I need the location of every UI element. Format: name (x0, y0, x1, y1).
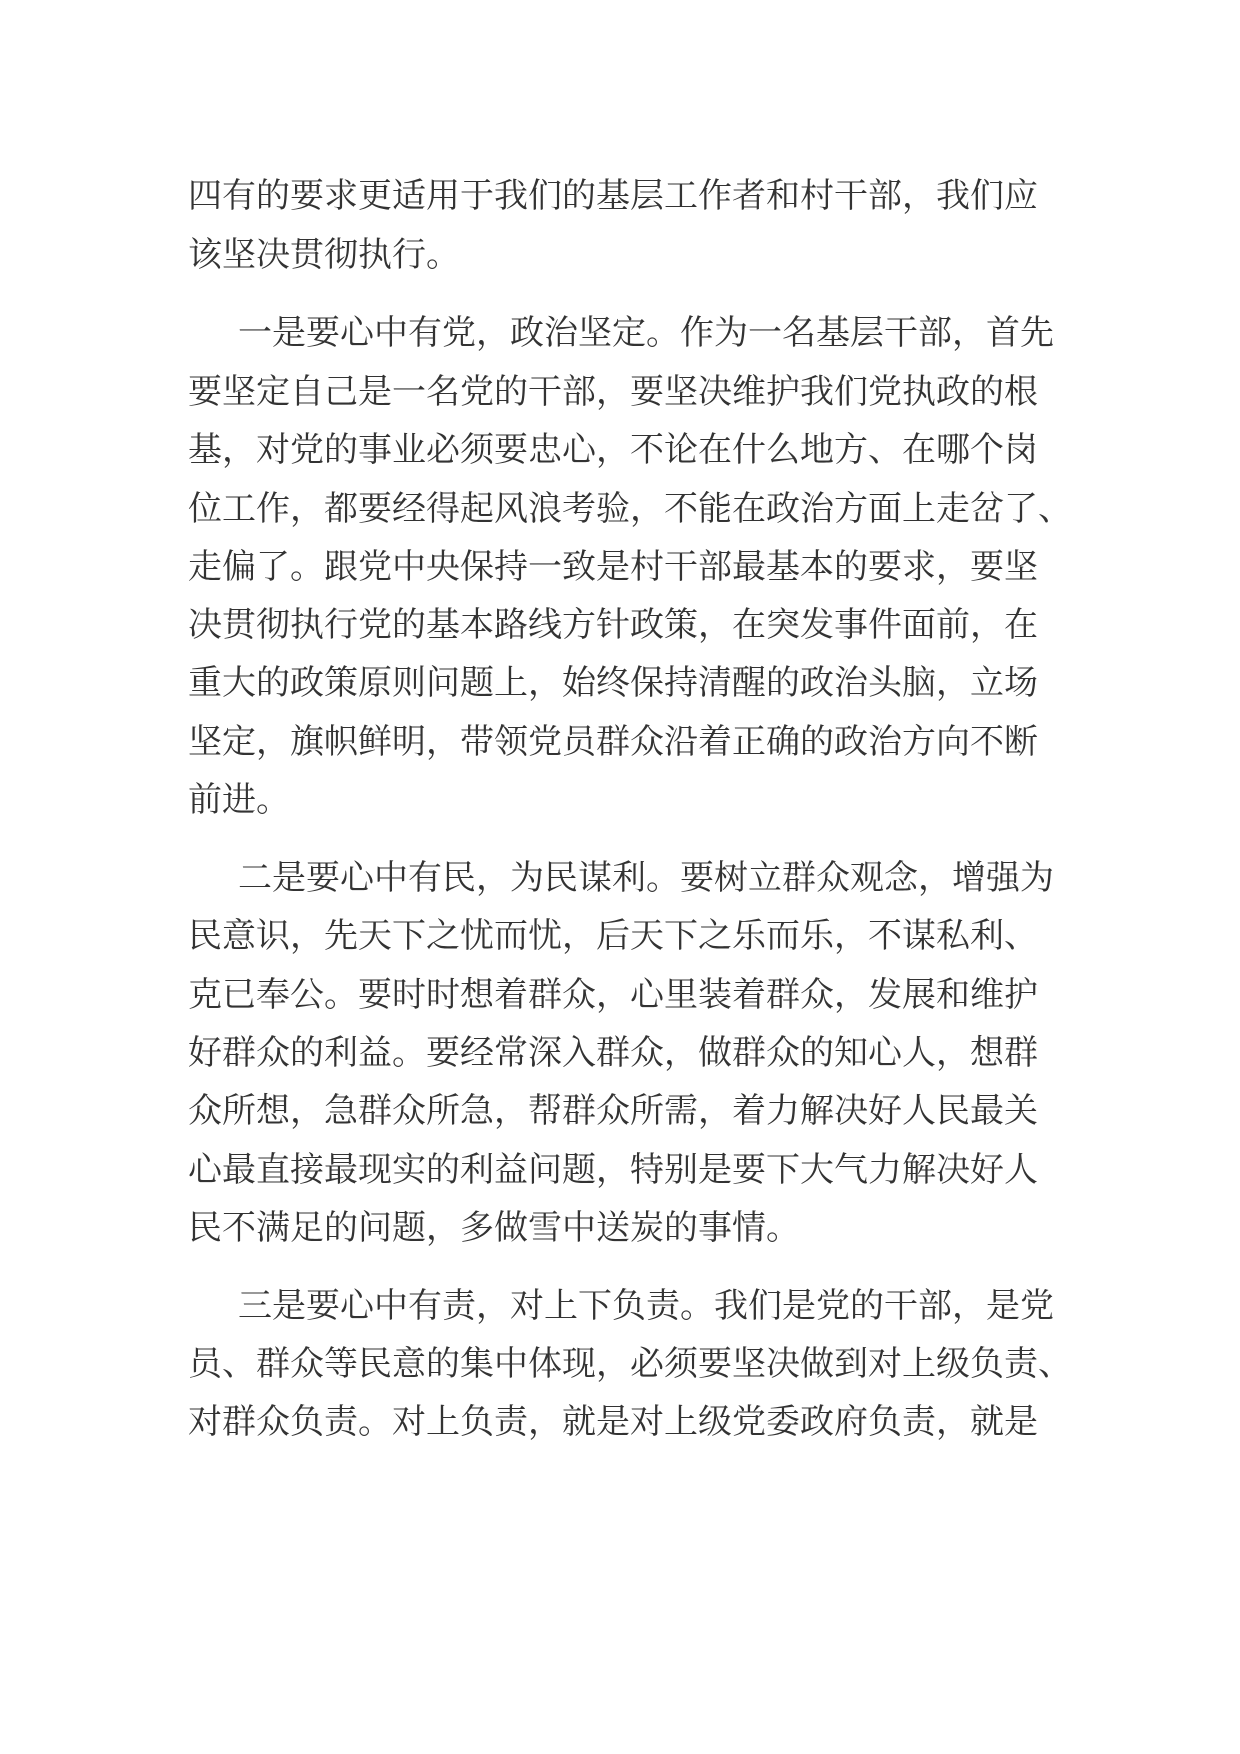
text-line: 心最直接最现实的利益问题，特别是要下大气力解决好人 (188, 1150, 1038, 1190)
text-line: 走偏了。跟党中央保持一致是村干部最基本的要求，要坚 (188, 547, 1038, 587)
text-line: 好群众的利益。要经常深入群众，做群众的知心人，想群 (188, 1033, 1038, 1073)
text-line: 克已奉公。要时时想着群众，心里装着群众，发展和维护 (188, 975, 1038, 1015)
text-line: 前进。 (188, 780, 290, 820)
text-line: 民不满足的问题，多做雪中送炭的事情。 (188, 1208, 800, 1248)
text-line: 四有的要求更适用于我们的基层工作者和村干部，我们应 (188, 176, 1038, 216)
text-line: 对群众负责。对上负责，就是对上级党委政府负责，就是 (188, 1402, 1038, 1442)
text-line: 众所想，急群众所急，帮群众所需，着力解决好人民最关 (188, 1091, 1038, 1131)
text-line: 决贯彻执行党的基本路线方针政策，在突发事件面前，在 (188, 605, 1038, 645)
text-line: 重大的政策原则问题上，始终保持清醒的政治头脑，立场 (188, 663, 1038, 703)
text-line: 员、群众等民意的集中体现，必须要坚决做到对上级负责、 (188, 1344, 1072, 1384)
paragraph-first-line: 二是要心中有民，为民谋利。要树立群众观念，增强为 (238, 858, 1054, 898)
text-line: 位工作，都要经得起风浪考验，不能在政治方面上走岔了、 (188, 489, 1072, 529)
text-line: 该坚决贯彻执行。 (188, 235, 460, 275)
text-line: 民意识，先天下之忧而忧，后天下之乐而乐，不谋私利、 (188, 916, 1038, 956)
text-line: 基，对党的事业必须要忠心，不论在什么地方、在哪个岗 (188, 430, 1038, 470)
text-line: 坚定，旗帜鲜明，带领党员群众沿着正确的政治方向不断 (188, 722, 1038, 762)
text-line: 要坚定自己是一名党的干部，要坚决维护我们党执政的根 (188, 372, 1038, 412)
paragraph-first-line: 一是要心中有党，政治坚定。作为一名基层干部，首先 (238, 313, 1054, 353)
paragraph-first-line: 三是要心中有责，对上下负责。我们是党的干部，是党 (238, 1286, 1054, 1326)
